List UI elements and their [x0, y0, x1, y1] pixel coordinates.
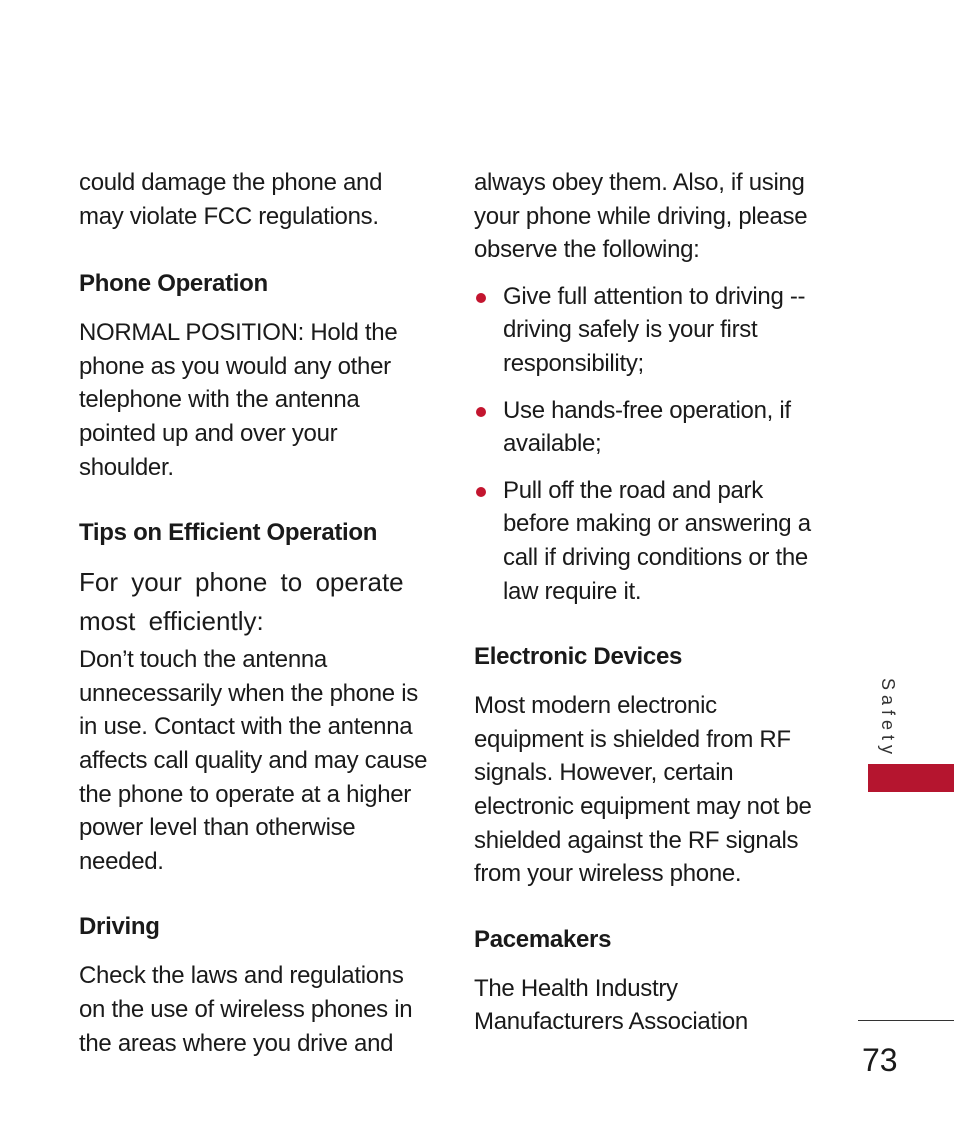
- electronic-devices-heading: Electronic Devices: [474, 643, 683, 671]
- tips-paragraph: Don’t touch the antenna unnecessarily when the phone is in use. Contact with the antenna affects call quality and may cause the phone to operate at a higher power level than otherwise needed.: [79, 646, 428, 875]
- page-number: 73: [862, 1042, 898, 1078]
- driving-heading: Driving: [79, 913, 160, 941]
- list-item: [474, 474, 833, 608]
- bullet-icon: [476, 407, 486, 417]
- driving-bullet-list: [474, 280, 829, 608]
- pacemakers-paragraph: The Health Industry Manufacturers Association: [474, 974, 748, 1036]
- list-item-text: Pull off the road and park before making or answering a call if driving conditions or the law require it.: [503, 476, 811, 605]
- tips-heading: Tips on Efficient Operation: [79, 519, 378, 547]
- list-item: [474, 394, 828, 461]
- intro-paragraph: could damage the phone and may violate FCC regulations.: [79, 169, 383, 230]
- tips-lead: For your phone to operate most efficiently:: [79, 567, 404, 637]
- bullet-icon: [476, 487, 486, 497]
- phone-operation-paragraph: NORMAL POSITION: Hold the phone as you would any other telephone with the antenna pointed up and over your shoulder.: [79, 319, 398, 481]
- list-item-text: Give full attention to driving -- driving safely is your first responsibility;: [503, 282, 806, 377]
- phone-operation-heading: Phone Operation: [79, 270, 268, 298]
- right-column: [474, 166, 829, 1039]
- list-item: [474, 280, 828, 381]
- electronic-devices-paragraph: Most modern electronic equipment is shielded from RF signals. However, certain electronic equipment may not be shielded against the RF signals from your wireless phone.: [474, 692, 812, 888]
- page-number-rule: [858, 1020, 954, 1021]
- pacemakers-heading: Pacemakers: [474, 925, 612, 953]
- driving-continued-paragraph: always obey them. Also, if using your phone while driving, please observe the following:: [474, 169, 808, 264]
- driving-paragraph: Check the laws and regulations on the use of wireless phones in the areas where you drive and: [79, 962, 413, 1057]
- section-side-label: Safety: [878, 678, 898, 760]
- bullet-icon: [476, 293, 486, 303]
- list-item-text: Use hands-free operation, if available;: [503, 396, 791, 458]
- section-tab-marker: [868, 764, 954, 792]
- left-column: [79, 166, 429, 1060]
